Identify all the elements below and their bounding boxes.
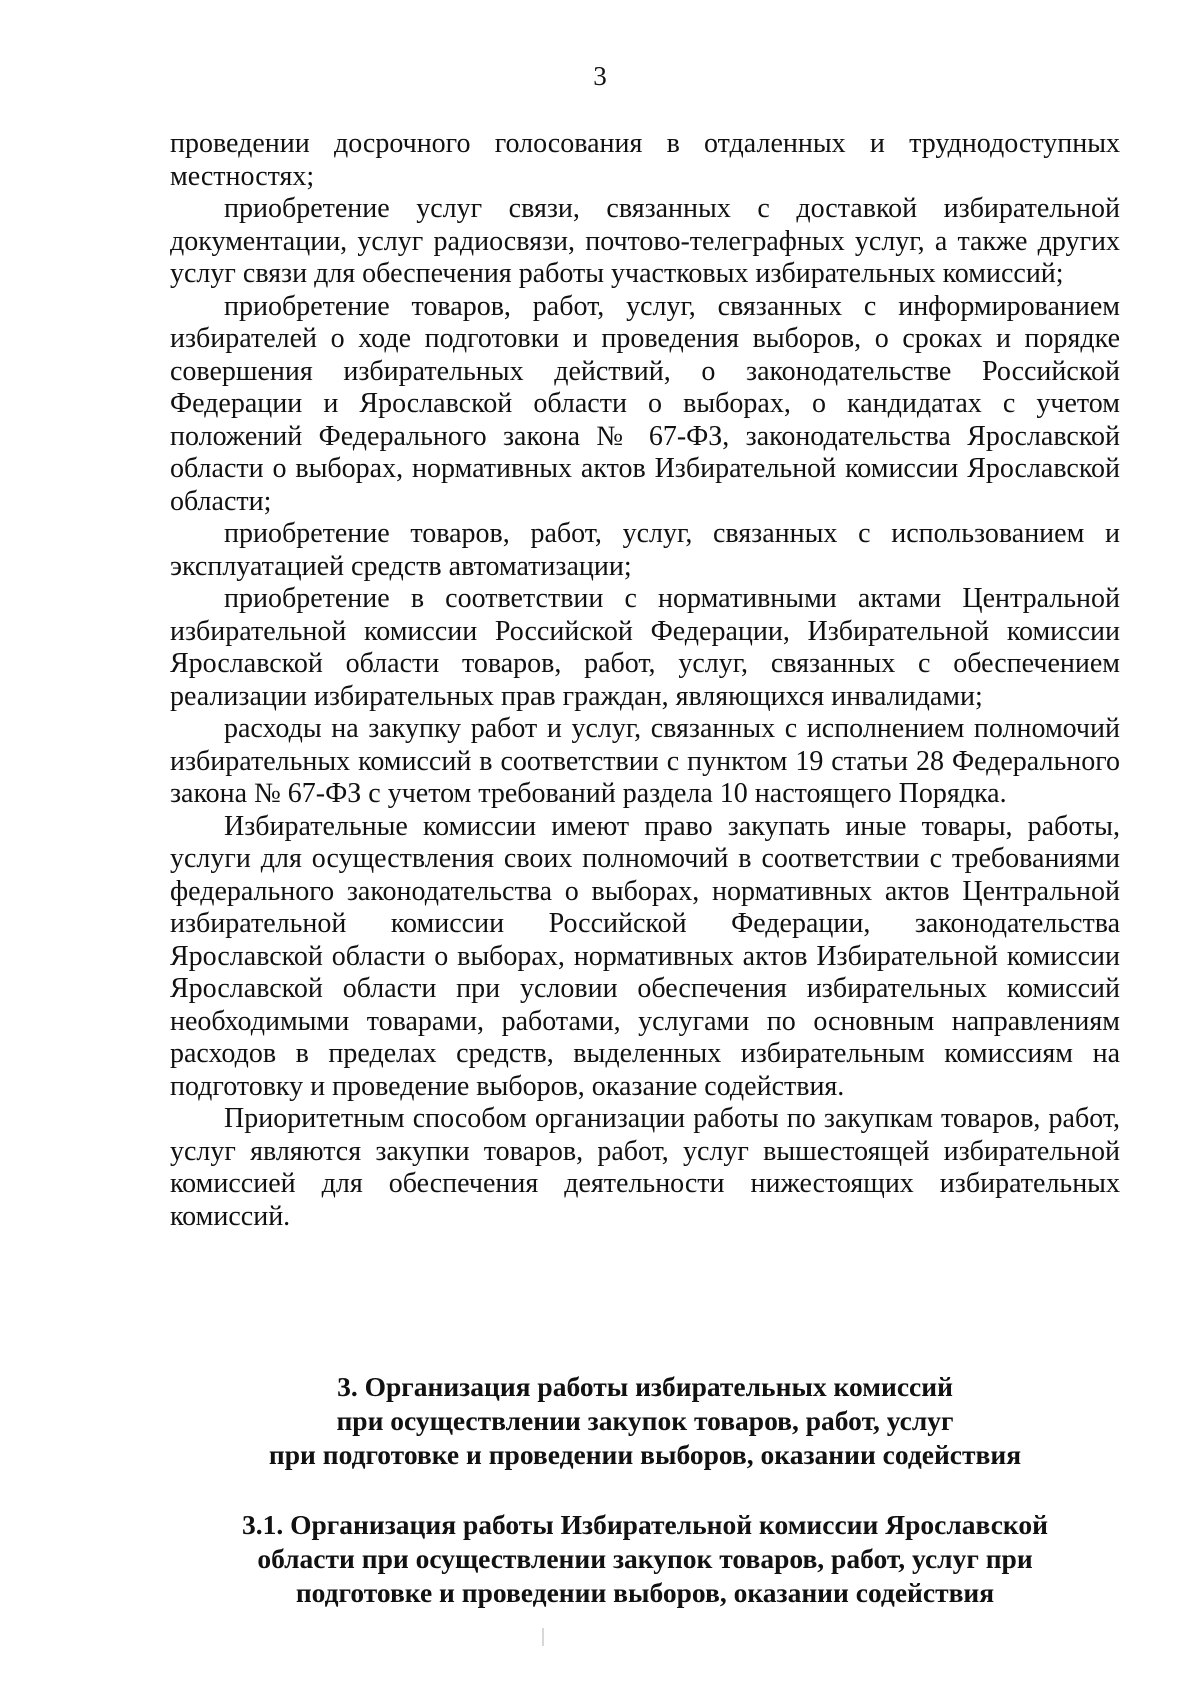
- section-3-1-heading: [170, 1508, 1120, 1610]
- section-3-heading-line: при осуществлении закупок товаров, работ, услуг: [336, 1405, 954, 1436]
- scan-artifact: [542, 1628, 544, 1646]
- section-3-heading-line: при подготовке и проведении выборов, оказании содействия: [268, 1439, 1022, 1470]
- paragraph-communication-services: приобретение услуг связи, связанных с доставкой избирательной документации, услуг радиосвязи, почтово-телеграфных услуг, а также других услуг связи для обеспечения работы участковых избирательных комиссий;: [170, 193, 1120, 289]
- paragraph-other-purchases: Избирательные комиссии имеют право закупать иные товары, работы, услуги для осуществления своих полномочий в соответствии с требованиями федерального законодательства о выборах, нормативных актов Центральной избирательной комиссии Российской Федерации, законодательства Ярославской области о выборах, нормативных актов Избирательной комиссии Ярославской области при условии обеспечения избирательных комиссий необходимыми товарами, работами, услугами по основным направлениям расходов в пределах средств, выделенных избирательным комиссиям на подготовку и проведение выборов, оказание содействия.: [170, 810, 1120, 1102]
- paragraph-priority-method: Приоритетным способом организации работы по закупкам товаров, работ, услуг являются закупки товаров, работ, услуг вышестоящей избирательной комиссией для обеспечения деятельности нижестоящих избирательных комиссий.: [170, 1103, 1120, 1232]
- page-number: 3: [593, 61, 607, 91]
- paragraph-automation: приобретение товаров, работ, услуг, связанных с использованием и эксплуатацией средств автоматизации;: [170, 518, 1120, 582]
- section-3-1-heading-line: области при осуществлении закупок товаров, работ, услуг при: [257, 1543, 1033, 1574]
- paragraph-commission-powers: расходы на закупку работ и услуг, связанных с исполнением полномочий избирательных комиссий в соответствии с пунктом 19 статьи 28 Федерального закона № 67-ФЗ с учетом требований раздела 10 настоящего Порядка.: [170, 713, 1120, 809]
- section-3-heading: [170, 1370, 1120, 1472]
- section-3-heading-line: 3. Организация работы избирательных комиссий: [337, 1371, 953, 1402]
- paragraph-continuation: проведении досрочного голосования в отдаленных и труднодоступных местностях;: [170, 128, 1120, 192]
- section-3-1-heading-line: 3.1. Организация работы Избирательной комиссии Ярославской: [241, 1509, 1049, 1540]
- paragraph-disabled-citizens: приобретение в соответствии с нормативными актами Центральной избирательной комиссии Российской Федерации, Избирательной комиссии Ярославской области товаров, работ, услуг, связанных с обеспечением реализации избирательных прав граждан, являющихся инвалидами;: [170, 583, 1120, 712]
- section-3-1-heading-line: подготовке и проведении выборов, оказании содействия: [295, 1577, 995, 1608]
- body-text: [170, 128, 1120, 1233]
- paragraph-voter-information: приобретение товаров, работ, услуг, связанных с информированием избирателей о ходе подготовки и проведения выборов, о сроках и порядке совершения избирательных действий, о законодательстве Российской Федерации и Ярославской области о выборах, о кандидатах с учетом положений Федерального закона № 67-ФЗ, законодательства Ярославской области о выборах, нормативных актов Избирательной комиссии Ярославской области;: [170, 290, 1120, 517]
